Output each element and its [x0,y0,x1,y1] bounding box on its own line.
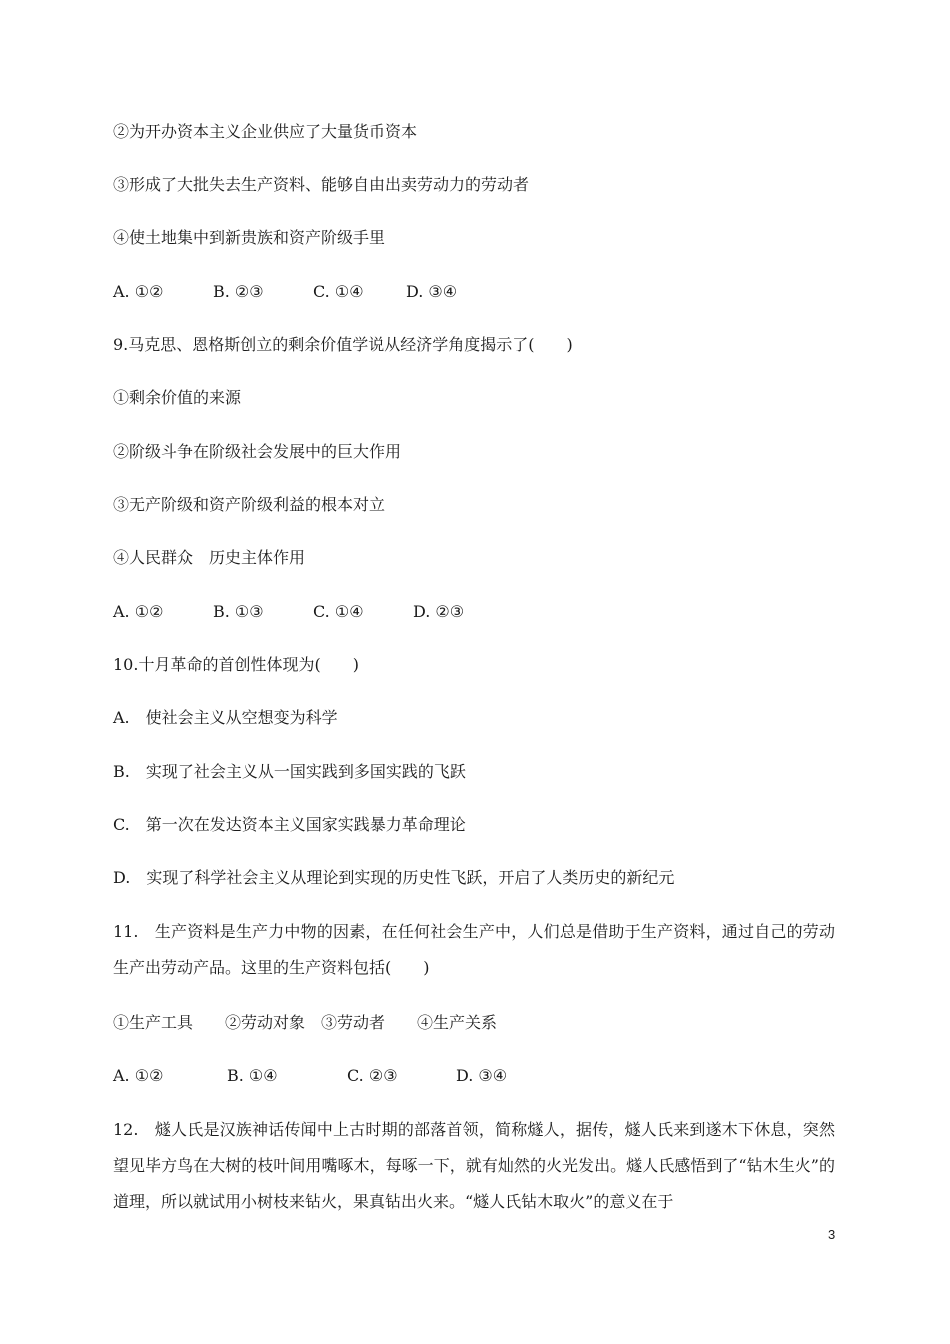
q8-item-3: ③形成了大批失去生产资料、能够自由出卖劳动力的劳动者 [113,175,530,194]
q8-item-2: ②为开办资本主义企业供应了大量货币资本 [113,122,418,141]
q9-stem: 9.马克思、恩格斯创立的剩余价值学说从经济学角度揭示了( ) [113,335,573,354]
q9-item-4: ④人民群众 历史主体作用 [113,548,306,567]
q10-option-c: C. 第一次在发达资本主义国家实践暴力革命理论 [113,815,466,834]
q9-options [113,602,464,622]
page-number: 3 [828,1227,836,1242]
q11-option-c: C. ②③ [347,1066,398,1085]
q10-option-b: B. 实现了社会主义从一国实践到多国实践的飞跃 [113,762,466,781]
q8-option-a: A. ①② [113,282,164,301]
q9-item-3: ③无产阶级和资产阶级利益的根本对立 [113,495,386,514]
q11-stem: 11. 生产资料是生产力中物的因素，在任何社会生产中，人们总是借助于生产资料，通过自己的劳动生产出劳动产品。这里的生产资料包括( ) [113,922,835,977]
q8-option-d: D. ③④ [406,282,458,301]
q9-option-b: B. ①③ [213,602,264,621]
q11-option-a: A. ①② [113,1066,164,1085]
q11-options [113,1066,507,1086]
q11-option-b: B. ①④ [227,1066,278,1085]
q10-stem: 10.十月革命的首创性体现为( ) [113,655,359,674]
q8-option-c: C. ①④ [313,282,364,301]
q9-option-a: A. ①② [113,602,164,621]
q10-option-a: A. 使社会主义从空想变为科学 [113,708,338,727]
q9-option-c: C. ①④ [313,602,364,621]
q8-options [113,282,457,302]
q10-option-d: D. 实现了科学社会主义从理论到实现的历史性飞跃，开启了人类历史的新纪元 [113,868,675,887]
q9-item-2: ②阶级斗争在阶级社会发展中的巨大作用 [113,442,402,461]
q12-stem: 12. 燧人氏是汉族神话传闻中上古时期的部落首领，简称燧人，据传，燧人氏来到遂木下休息，突然望见毕方鸟在大树的枝叶间用嘴啄木，每啄一下，就有灿然的火光发出。燧人氏感悟到了“钻木生火”的道理，所以就试用小树枝来钻火，果真钻出火来。“燧人氏钻木取火”的意义在于 [113,1120,835,1211]
q9-item-1: ①剩余价值的来源 [113,388,242,407]
q11-items: ①生产工具 ②劳动对象 ③劳动者 ④生产关系 [113,1013,498,1032]
q8-item-4: ④使土地集中到新贵族和资产阶级手里 [113,228,386,247]
q8-option-b: B. ②③ [213,282,264,301]
q9-option-d: D. ②③ [413,602,465,621]
q11-option-d: D. ③④ [456,1066,508,1085]
